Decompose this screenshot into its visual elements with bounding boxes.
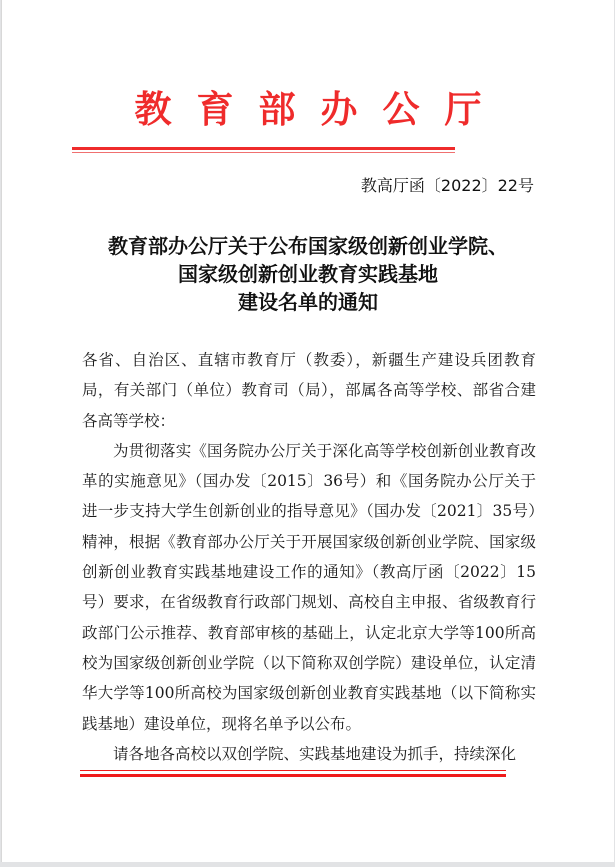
document-body: [82, 345, 536, 769]
letterhead-title: 教育部办公厅: [134, 87, 507, 131]
title-line-3: 建设名单的通知: [238, 290, 378, 314]
document-number: 教高厅函〔2022〕22号: [360, 176, 534, 195]
title-line-1: 教育部办公厅关于公布国家级创新创业学院、: [108, 234, 508, 258]
letterhead-rule-thick: [72, 147, 455, 150]
footer-rule-thick: [80, 774, 506, 777]
document-title: [2, 232, 614, 316]
footer-rule-thin: [80, 770, 506, 771]
document-page: [1, 0, 614, 862]
letterhead-rule-thin: [72, 152, 455, 153]
salutation: 各省、自治区、直辖市教育厅（教委），新疆生产建设兵团教育局，有关部门（单位）教育司（局），部属各高等学校、部省合建各高等学校：: [82, 351, 536, 430]
body-paragraph-1: 为贯彻落实《国务院办公厅关于深化高等学校创新创业教育改革的实施意见》（国办发〔2015〕36号）和《国务院办公厅关于进一步支持大学生创新创业的指导意见》（国办发〔2021〕35号）精神，根据《教育部办公厅关于开展国家级创新创业学院、国家级创新创业教育实践基地建设工作的通知》（教高厅函〔2022〕15号）要求，在省级教育行政部门规划、高校自主申报、省级教育行政部门公示推荐、教育部审核的基础上，认定北京大学等100所高校为国家级创新创业学院（以下简称双创学院）建设单位，认定清华大学等100所高校为国家级创新创业教育实践基地（以下简称实践基地）建设单位，现将名单予以公布。: [82, 441, 536, 733]
body-paragraph-2: 请各地各高校以双创学院、实践基地建设为抓手，持续深化: [113, 744, 517, 763]
title-line-2: 国家级创新创业教育实践基地: [178, 262, 438, 286]
